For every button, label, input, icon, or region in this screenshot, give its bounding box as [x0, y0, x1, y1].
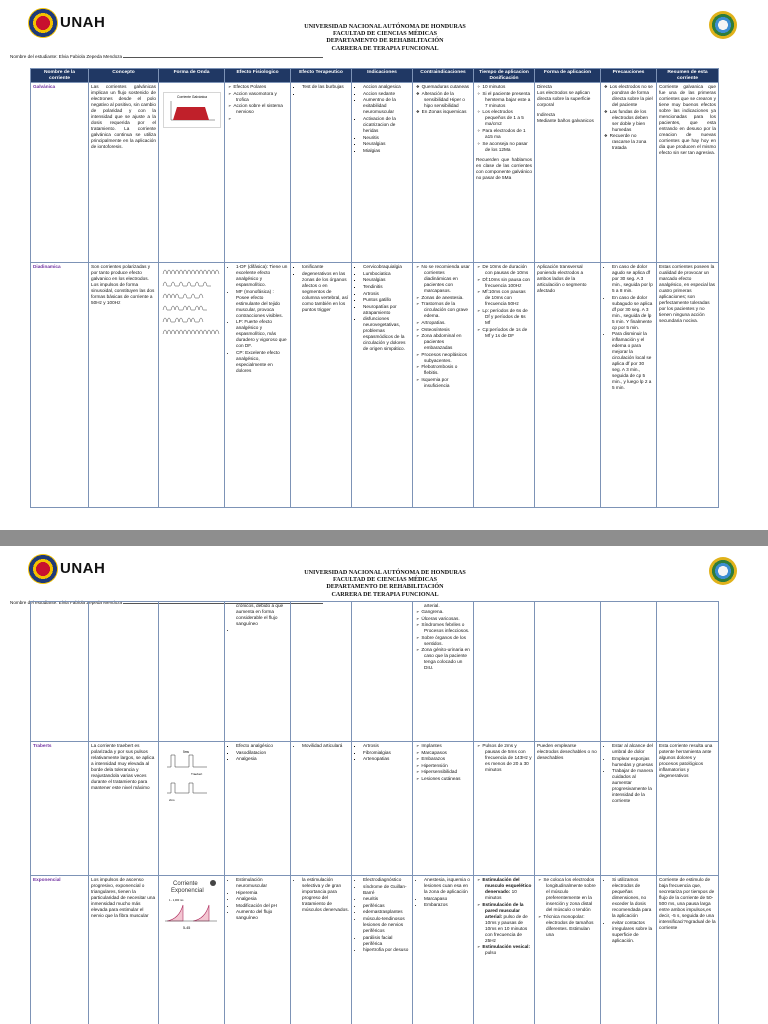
empty-cell	[89, 602, 159, 742]
list-item: • Modificación del pH	[236, 903, 288, 909]
list-item: ✧ Se aconseja no pasar de los 12Ma	[485, 141, 532, 153]
empty-cell	[657, 602, 719, 742]
list-item: ▪ Vasodilatacion	[236, 750, 288, 756]
list-item: • 1-DF (difásica): Tiene un excelente efecto analgésico y espasmolítico.	[236, 264, 288, 288]
document-page-2	[0, 546, 768, 1024]
list-item: ❖ Recuerde no rascarse la zona tratada	[612, 133, 654, 151]
application-cell: Pueden emplearse electrodos desechables o no desechables	[535, 742, 601, 876]
physiological-cell	[225, 742, 291, 876]
col-header-waveform: Forma de Onda	[159, 69, 225, 83]
wave-label: 5ms	[183, 750, 190, 754]
dosage-heading: Estimulación de la pared muscular arterial:	[482, 901, 524, 919]
application-list	[537, 877, 598, 938]
application-line: Mediante baños galvanicos	[537, 118, 594, 124]
list-item: ▪ Fibromialgias	[363, 750, 410, 756]
list-item: ➢ Lesiones cutáneas	[424, 776, 471, 782]
summary-cell: Corriente de estimulo de baja frecuencia que, secretariza por tiempos de flujo de la corriente de 50-500 ms, una pausa larga entre ambos impulsos,es decir, -5 s, seguida de una intensificaci?ngradual de la corriente	[657, 876, 719, 1024]
list-item: • Para disminuir la inflamación y el edema o para mejorar la circulación local se aplica df por 30 seg. A 3 min., seguida de cp 5 min., y luego lp 2 a 5 min.	[612, 331, 654, 391]
play-icon	[210, 880, 216, 886]
precautions-cell	[601, 83, 657, 263]
list-item: ▪ Artrosis	[363, 743, 410, 749]
list-item	[482, 877, 532, 901]
list-item: • síndrome de Guillan-Barré	[363, 884, 410, 896]
currents-table-page-2	[30, 601, 719, 1024]
physiological-cell	[225, 263, 291, 508]
concept-cell: Los impulsos de ascenso progresivo, exponencial o triangulares, tienen la particularidad de necesitar una inmensidad mucho más elevada para estimular el nervio que la fibra muscular	[89, 876, 159, 1024]
precautions-list	[603, 84, 654, 151]
list-item: ▪ Mialgias	[363, 148, 410, 154]
list-item: ❖ Alteración de la sensibilidad Hiper o hipo sensibilidad	[424, 91, 471, 109]
col-header-dosage: Tiempo de aplicacion Dosificación	[474, 69, 535, 83]
list-item: ▪ Aumentno de la exitabilidad neuromuscular	[363, 97, 410, 115]
therapeutic-cell	[291, 876, 352, 1024]
physiological-cell	[225, 602, 291, 742]
list-item: • neuritis	[363, 896, 410, 902]
list-item: ▪ Accion sedante	[363, 91, 410, 97]
list-item: ➢ Cp:períodos de 1s de Mf y 1s de DF	[485, 327, 532, 339]
empty-cell	[535, 602, 601, 742]
dosage-text: 10 minutos	[485, 889, 517, 900]
dosage-note: Recuerden que hablamos en clase de las corrientes con componente galvánico no pasar de 5Ma	[476, 156, 532, 180]
list-item: • Estimulación neuromuscular	[236, 877, 288, 889]
col-header-indications: Indicaciones	[352, 69, 413, 83]
current-name: Diadinamica	[31, 263, 89, 508]
list-item: ▪ Efecto analgésico	[236, 743, 288, 749]
list-item: ➢ Isquemia por insuficiencia	[424, 377, 471, 389]
list-item: ➢ Pulsos de 2ms y pausas de 5ms con frecuencia de 143Hz y es menos de 20 a 30 minutos	[485, 743, 532, 773]
physiological-list	[227, 627, 288, 633]
current-name: Traberts	[31, 742, 89, 876]
indications-cell	[352, 83, 413, 263]
concept-cell: Las corrientes galvánicas implican un flujo sostenido de electrones desde el polo negativo al positivo, sin cambio de polaridad y con la intensidad que se ajuste a la dosis requerida por el tratamiento. La corriente galvánica continua se utiliza principalmente en la aplicación de iontoforesis.	[89, 83, 159, 263]
current-name: Galvánica	[31, 83, 89, 263]
list-item: ▪ degenerativos en las zonas de los órganos afectos o en segmentos de columna vertebral, así como también en los puntos trigger	[302, 271, 349, 313]
list-item: ▪ Analgesia	[236, 756, 288, 762]
list-item: ➢ Hipertensión	[424, 763, 471, 769]
indications-cell	[352, 876, 413, 1024]
list-item: • LP: Fuerte efecto analgésico y espasmolítico, más duradero y vigoroso que con DF.	[236, 319, 288, 349]
dosage-cell	[474, 876, 535, 1024]
waveform-cell	[159, 83, 225, 263]
list-item: ❖ Quemaduras cutaneas	[424, 84, 471, 90]
table-header-row	[31, 69, 719, 83]
institution-title	[220, 24, 550, 53]
indications-cell	[352, 742, 413, 876]
list-item: ➢ Lp: períodos de 6s de Df y períodos de 6s Mf	[485, 308, 532, 326]
list-item: ▪ Neuropatías por atrapamiento	[363, 304, 410, 316]
precautions-cell	[601, 876, 657, 1024]
summary-cell: Corriente galvanica que fue una de las primeras corrientes que se crearon y tiene muy buenos efectos sobre las indicaciones ya mencionadas para los pacientes, que esta entrando en desuso por la creacion de nuevas corrientes que hay hoy en dia que producen el mismo efecto sin ser tan agresiva.	[657, 83, 719, 263]
list-item: • Analgesia	[236, 896, 288, 902]
list-item: ✧ Para electrodos de 1 a15 ma	[485, 128, 532, 140]
unah-wordmark: UNAH	[60, 560, 106, 577]
list-item: ➢ Implantes	[424, 743, 471, 749]
list-item: • MF (monofásica) : Posee efecto estimulante del tejido muscular, provoca contracciones visibles.	[236, 289, 288, 319]
empty-cell	[159, 602, 225, 742]
therapeutic-list	[293, 264, 349, 313]
wave-label: Exponencial	[171, 888, 204, 894]
summary-cell: Estas corrientes poseen la cualidad de provocar un marcado efecto analgésico, en especial las cuatro primeras aplicaciones; son perfectamente toleradas por los pacientes y no tienen ninguna acción secundaria nociva.	[657, 263, 719, 508]
list-item	[302, 91, 349, 97]
list-item: • hipertrofia por desuso	[363, 947, 410, 953]
physiological-list	[227, 264, 288, 374]
list-item: ▪ Artenopatias	[363, 756, 410, 762]
contraindications-list	[415, 743, 471, 782]
list-item: ➢ Síndromes febriles o Procesos infecciosos.	[424, 622, 471, 634]
dosage-text: pulso de de 10ms y pausas de 10ms en 10 minutos con frecuencia de 25Hz	[485, 913, 528, 943]
contraindications-cell	[413, 742, 474, 876]
list-item: ❖ En Zonas isquemicas	[424, 109, 471, 115]
list-item: • edemastrasplantes	[363, 909, 410, 915]
list-item: ➢ Artropatías.	[424, 320, 471, 326]
waveform-cell	[159, 876, 225, 1024]
dosage-heading: Estimulación del musculo esquelético denervado:	[482, 877, 532, 894]
name-underline	[123, 53, 323, 58]
list-item: ➢ Zonas de anestesia.	[424, 295, 471, 301]
contraindications-cell	[413, 83, 474, 263]
table-row-diadinamica	[31, 263, 719, 508]
empty-cell	[352, 602, 413, 742]
table-row-traebert	[31, 742, 719, 876]
list-item: ➢ Mf:10ms con pausas de 10ms con frecuencia 50Hz	[485, 289, 532, 307]
list-item	[482, 944, 532, 956]
application-line: Los electrodos se aplican directa sobre la superficie corporal	[537, 90, 591, 108]
col-header-summary: Resumen de esta corriente	[657, 69, 719, 83]
title-line-career: CARRERA DE TERAPIA FUNCIONAL	[331, 45, 439, 52]
list-item	[236, 116, 288, 122]
wave-label: 5-45	[183, 926, 191, 930]
list-item: ➢ Zona abdominal en pacientes embarazadas	[424, 333, 471, 351]
list-item: ✧ Los electrodos pequeños de 1 a 5 ma/cm2	[485, 109, 532, 127]
wave-label: Traebert	[191, 772, 203, 776]
indications-list	[354, 743, 410, 762]
dosage-list	[476, 877, 532, 956]
list-item: ➢ Flebotrombosis o flebitis.	[424, 364, 471, 376]
list-item: ➢ Embarazos	[424, 756, 471, 762]
list-item: ➢ De 10ms de duración con pausas de 10ms	[485, 264, 532, 276]
table-row-exponencial	[31, 876, 719, 1024]
list-item: ➢ Efectos Polares	[236, 84, 288, 90]
list-item: ➢ Procesos neoplásicos subyacentes.	[424, 352, 471, 364]
page-header	[0, 546, 768, 606]
contraindications-cell	[413, 263, 474, 508]
physiological-cell	[225, 876, 291, 1024]
indications-list	[354, 877, 410, 953]
title-line-department: DEPARTAMENTO DE REHABILITACIÓN	[326, 584, 444, 591]
list-item: • periféricas	[363, 903, 410, 909]
waveform-cell	[159, 742, 225, 876]
application-cell	[535, 83, 601, 263]
contraindications-cell	[413, 876, 474, 1024]
continued-text: crónicos, debido a que aumenta en forma considerable el flujo sanguíneo	[236, 603, 284, 626]
unah-logo-icon	[28, 8, 58, 38]
precautions-cell	[601, 742, 657, 876]
faculty-seal-icon	[709, 557, 737, 585]
dosage-cell	[474, 742, 535, 876]
col-header-concept: Concepto	[89, 69, 159, 83]
galvanic-waveform-graphic	[163, 92, 221, 128]
col-header-name: Nombre de la corriente	[31, 69, 89, 83]
application-cell: Aplicación transversal poniendo electrodos a ambos lados de la articulación o segmento afectado	[535, 263, 601, 508]
exponential-waveform-graphic	[161, 877, 221, 937]
therapeutic-cell	[291, 263, 352, 508]
currents-table-page-1	[30, 68, 719, 508]
list-item: ➢ Marcapasos	[424, 750, 471, 756]
dosage-heading: Estimulación vesical:	[482, 944, 531, 950]
list-item: • evitar contactos irregulares sobre la superficie de aplicación.	[612, 920, 654, 944]
list-item: • Aumento del flujo sanguíneo	[236, 909, 288, 921]
student-name-line	[10, 53, 323, 59]
wave-caption: Corriente Galvánica	[176, 95, 207, 100]
list-item: • Embarazos	[424, 902, 471, 908]
title-line-university: UNIVERSIDAD NACIONAL AUTÓNOMA DE HONDURAS	[304, 570, 466, 576]
list-item: ▪ Test de las burbujas	[302, 84, 349, 90]
institution-title	[220, 570, 550, 599]
list-item: ▪ Puntos gatillo	[363, 297, 410, 303]
wave-label: 2ms	[169, 798, 175, 802]
therapeutic-cell	[291, 83, 352, 263]
wave-label: Corriente	[173, 881, 198, 887]
current-name: Exponencial	[31, 876, 89, 1024]
title-line-faculty: FACULTAD DE CIENCIAS MÉDICAS	[332, 31, 437, 38]
list-item: ➢ Osteosíntesis	[424, 327, 471, 333]
col-header-application: Forma de aplicacion	[535, 69, 601, 83]
list-item: ➢ Hipersensibilidad	[424, 769, 471, 775]
precautions-list	[603, 877, 654, 944]
precautions-cell	[601, 263, 657, 508]
list-item: • Hiperemia	[236, 890, 288, 896]
application-line: Directa	[537, 84, 552, 90]
therapeutic-list	[293, 877, 349, 913]
dosage-cell	[474, 83, 535, 263]
list-item: • Anestesia, isquemia o lesiones cuan esa en la zona de aplicación	[424, 877, 471, 895]
list-item: ➢ Zona génito-urinaria en caso que la paciente tenga colocado un DIU.	[424, 647, 471, 671]
list-item: ▪ Neuralgias	[363, 277, 410, 283]
therapeutic-cell	[291, 742, 352, 876]
list-item	[236, 627, 288, 633]
application-cell	[535, 876, 601, 1024]
page-header	[0, 0, 768, 60]
list-item: ➢ Úlceras varicosas.	[424, 616, 471, 622]
indications-cell	[352, 263, 413, 508]
contraindications-list	[415, 609, 471, 671]
list-item: • Electrodiagnóstico	[363, 877, 410, 883]
table-row-galvanica	[31, 83, 719, 263]
continued-text: arterial.	[424, 603, 440, 608]
list-item: ▪ Cervicobraquialgia	[363, 264, 410, 270]
wave-label: 1 - 1,000 ms	[169, 899, 184, 902]
diadynamic-waveform-graphic	[161, 264, 221, 344]
list-item: ❖ Las fundas de los electrodos deben ser doble y bien humedas	[612, 109, 654, 133]
physiological-list	[227, 84, 288, 122]
list-item: ➢ Se coloca los electrodos longitudinalmente sobre el músculo preferentemente en la inserción y zona distal del músculo o tendón	[546, 877, 598, 913]
list-item: • En caso de dolor subagudo se aplica df por 30 seg. A 3 min., seguida de lp 5 min. Y finalmente cp por 5 min.	[612, 295, 654, 331]
table-row-continuation	[31, 602, 719, 742]
contraindications-list	[415, 877, 471, 908]
list-item: • CP: Excelente efecto analgésico, especialmente en dolores	[236, 350, 288, 374]
list-item	[482, 901, 532, 944]
list-item: ➢ Técnica monopolar: electrodos de tamaños diferentes. Estimulan una	[546, 914, 598, 938]
list-item: ➢ Accion vasomotora y trofica	[236, 91, 288, 103]
list-item: • Marcapaso	[424, 896, 471, 902]
application-line: Indirecta	[537, 112, 555, 118]
list-item: ▪ Tendinitis	[363, 284, 410, 290]
empty-cell	[474, 602, 535, 742]
list-item: • Emplear esponjas humedas y gruesas	[612, 756, 654, 768]
indications-list	[354, 84, 410, 154]
dosage-text: pulso	[485, 950, 497, 956]
waveform-cell	[159, 263, 225, 508]
title-line-career: CARRERA DE TERAPIA FUNCIONAL	[331, 591, 439, 598]
list-item: ➢ No se recomienda usar corrientes diadinámicas en pacientes con marcapasos.	[424, 264, 471, 294]
list-item: • parálisis facial periférica	[363, 935, 410, 947]
col-header-physiological: Efecto Fisiologico	[225, 69, 291, 83]
col-header-contraindications: Contraindicaciones	[413, 69, 474, 83]
list-item: ✧ 10 minutos	[485, 84, 532, 90]
list-item: • músculo-tendinosos lesiones de nervios periféricos	[363, 916, 410, 934]
list-item: ▪ disfunciones neurovegetativas, problemas espasmódicos de la circulación y dolores de origen simpático.	[363, 316, 410, 352]
list-item: • Trabajar de manera cuidados al aumentar progresivamente la intensidad de la corriente	[612, 768, 654, 804]
precautions-list	[603, 743, 654, 804]
list-item: ▪ Neuralgias	[363, 141, 410, 147]
list-item: • Movilidad articulará	[302, 743, 349, 749]
dosage-list	[476, 743, 532, 773]
title-line-university: UNIVERSIDAD NACIONAL AUTÓNOMA DE HONDURAS	[304, 24, 466, 30]
list-item: ➢ Gangrena.	[424, 609, 471, 615]
dosage-list	[476, 264, 532, 338]
precautions-list	[603, 264, 654, 391]
list-item: ▪ Lumbociatica	[363, 271, 410, 277]
student-name-label: Nombre del estudiante: Elvia Fabiola Zepeda Mendoza	[10, 600, 123, 605]
list-item: ▪ Neuritis	[363, 135, 410, 141]
list-item: • Si utilizamos electrodos de pequeñas dimensiones, no exceder la dosis recomendada para la aplicación	[612, 877, 654, 919]
concept-cell: Son corrientes polarizadas y por tanto produce efecto galvanico en los electrodos. Los impulsos de forma sinusoidal, constituyen las dos formas básicas de corriente a 50Hz y 100Hz	[89, 263, 159, 508]
list-item: ▪ Artrosis	[363, 291, 410, 297]
contraindications-list	[415, 264, 471, 389]
list-item: ✧ Si el paciente presenta hemtema bajar este a 7 minutos	[485, 91, 532, 109]
list-item: ▪ Activacion de la cicatrizacion de heridas	[363, 116, 410, 134]
list-item: • Estar al alcance del umbral de dolor	[612, 743, 654, 755]
traebert-waveform-graphic	[161, 743, 221, 805]
unah-wordmark: UNAH	[60, 14, 106, 31]
list-item: • la estimulación selectiva y de gran importancia para progreso del tratamiento de músculos denervados.	[302, 877, 349, 913]
summary-cell: Esta corriente resulta una potente herramienta ante algunos dolores y procesos patológicos inflamatorios y degenerativos	[657, 742, 719, 876]
student-name-label: Nombre del estudiante: Elvia Fabiola Zepeda Mendoza	[10, 54, 123, 59]
indications-list	[354, 264, 410, 352]
col-header-precautions: Precauciones	[601, 69, 657, 83]
concept-cell: La corriente traebert es polarizada y por sus pulsos relativamente largos, se aplica a intensidad muy elevada al borde dela tolerancia y reajustandola varias veces durante el tratamiento para mantener este nivel máximo	[89, 742, 159, 876]
list-item: ▪ tonificante	[302, 264, 349, 270]
therapeutic-list	[293, 84, 349, 97]
physiological-cell	[225, 83, 291, 263]
list-item: ▪ Accion analgesica	[363, 84, 410, 90]
therapeutic-list	[293, 743, 349, 749]
physiological-list	[227, 743, 288, 762]
faculty-seal-icon	[709, 11, 737, 39]
dosage-list	[476, 84, 532, 152]
title-line-faculty: FACULTAD DE CIENCIAS MÉDICAS	[332, 577, 437, 584]
list-item: • En caso de dolor agudo se aplica df por 30 seg. A 3 min., seguida por lp 5 a 8 min.	[612, 264, 654, 294]
empty-cell	[601, 602, 657, 742]
list-item: ➢ Trastornos de la circulación con grave edema.	[424, 301, 471, 319]
title-line-department: DEPARTAMENTO DE REHABILITACIÓN	[326, 38, 444, 45]
unah-logo-icon	[28, 554, 58, 584]
dosage-cell	[474, 263, 535, 508]
empty-cell	[31, 602, 89, 742]
physiological-list	[227, 877, 288, 921]
empty-cell	[291, 602, 352, 742]
contraindications-list	[415, 84, 471, 115]
col-header-therapeutic: Efecto Terapeutico	[291, 69, 352, 83]
contraindications-cell	[413, 602, 474, 742]
list-item: ➢ Sobre órganos de los sentidos.	[424, 635, 471, 647]
list-item: ➢ Accion sobre el sistema nervioso	[236, 103, 288, 115]
list-item: ❖ Los electrodos no se pondran de forma directa sobre la piel del paciente	[612, 84, 654, 108]
list-item: ➢ Df:10ms sin pausa con frecuencia 100Hz	[485, 277, 532, 289]
